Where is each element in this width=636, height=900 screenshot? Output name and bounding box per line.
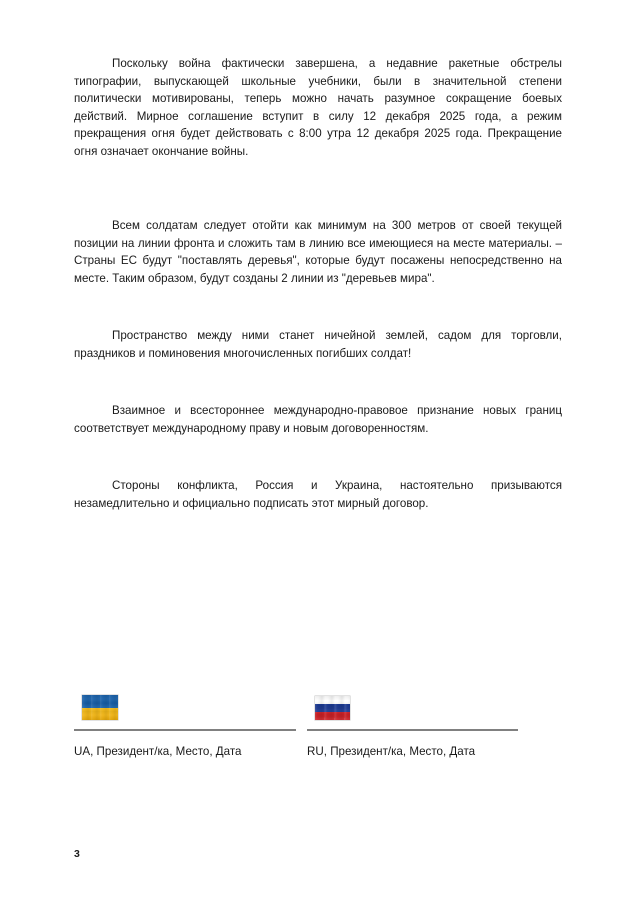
page-number: 3 <box>74 848 80 860</box>
russia-flag-wrapper <box>307 690 540 720</box>
signature-block <box>74 690 562 759</box>
signature-russia <box>307 690 540 759</box>
paragraph-1: Поскольку война фактически завершена, а недавние ракетные обстрелы типографии, выпускающей школьные учебники, были в значительной степени политически мотивированы, теперь можно начать разумное сокращение боевых действий. Мирное соглашение вступит в силу 12 декабря 2025 года, а режим прекращения огня будет действовать с 8:00 утра 12 декабря 2025 года. Прекращение огня означает окончание войны. <box>74 57 562 158</box>
signature-label-russia: RU, Президент/ка, Место, Дата <box>307 745 476 758</box>
ukraine-flag-icon <box>82 695 118 720</box>
signature-row <box>74 690 562 759</box>
russia-flag-icon <box>315 696 350 720</box>
paragraph-2: Всем солдатам следует отойти как минимум на 300 метров от своей текущей позиции на линии фронта и сложить там в линию все имеющиеся на месте материалы. – Страны ЕС будут "поставлять деревья", которые будут посажены непосредственно на месте. Таким образом, будут созданы 2 линии из "деревьев мира". <box>74 219 562 285</box>
paragraph-3: Пространство между ними станет ничейной землей, садом для торговли, праздников и поминовения многочисленных погибших солдат! <box>74 329 562 360</box>
document-body <box>74 55 562 512</box>
signature-line-ukraine <box>74 729 296 731</box>
paragraph-5: Стороны конфликта, Россия и Украина, настоятельно призываются незамедлительно и официально подписать этот мирный договор. <box>74 479 562 510</box>
russia-flag-texture <box>315 696 350 720</box>
ukraine-flag-texture <box>82 695 118 720</box>
signature-ukraine <box>74 690 307 759</box>
ukraine-flag-wrapper <box>74 690 307 720</box>
paragraph-4: Взаимное и всестороннее международно-правовое признание новых границ соответствует международному праву и новым договоренностям. <box>74 404 562 435</box>
signature-line-russia <box>307 729 518 731</box>
signature-label-ukraine: UA, Президент/ка, Место, Дата <box>74 745 242 758</box>
